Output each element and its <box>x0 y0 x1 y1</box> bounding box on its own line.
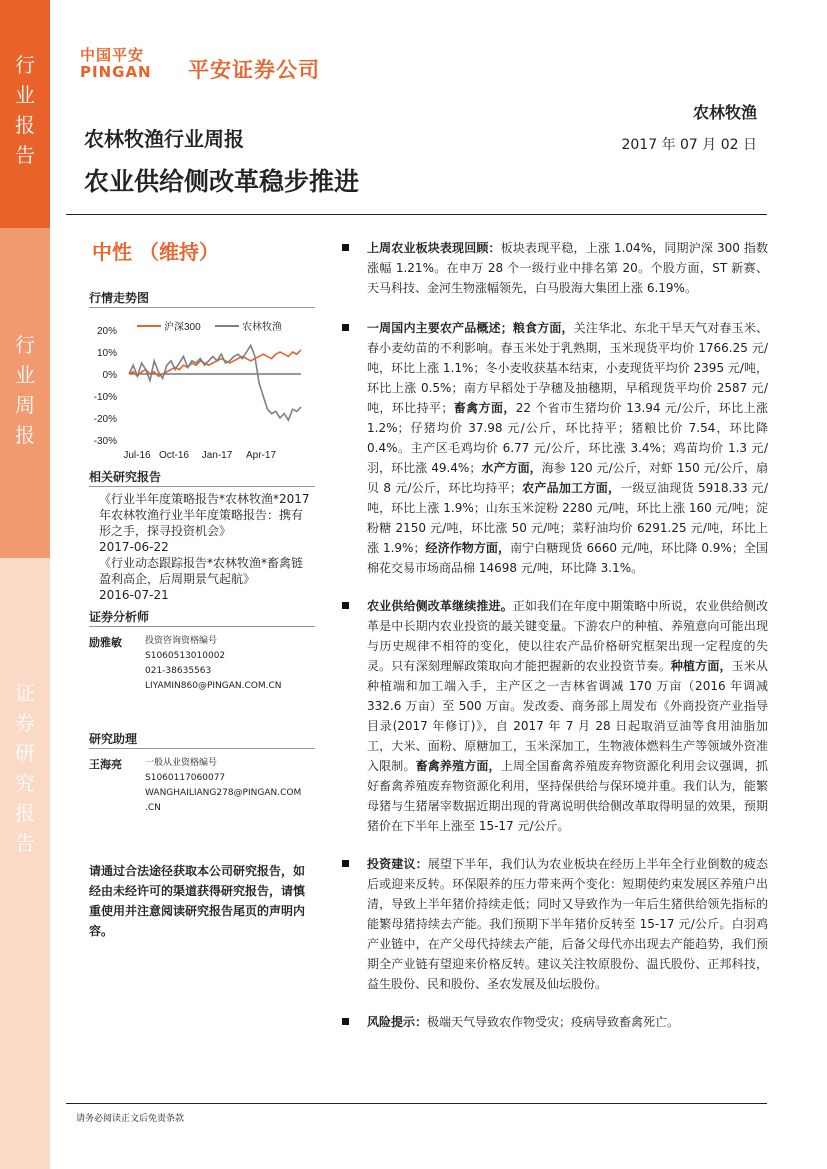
paragraph-keyword: 畜禽方面， <box>453 401 516 415</box>
analyst-info-line: 投资咨询资格编号 <box>145 636 218 646</box>
market-trend-chart <box>89 316 315 464</box>
company-name: 平安证券公司 <box>188 58 320 82</box>
x-tick-label: Jul-16 <box>123 450 151 461</box>
paragraph-keyword: 一周国内主要农产品概述；粮食方面， <box>367 321 574 335</box>
bullet-icon <box>342 244 349 251</box>
footer-note: 请务必阅读正文后免责条款 <box>76 1114 185 1124</box>
paragraph-keyword: 畜禽养殖方面， <box>415 759 501 773</box>
paragraph-keyword: 风险提示： <box>367 1015 428 1029</box>
related-report-title: 《行业动态跟踪报告*农林牧渔*畜禽链盈利高企，后周期景气起航》 <box>99 556 304 586</box>
assistant-email-cont[interactable]: .CN <box>145 803 161 813</box>
sidebar-segment-research: 证券研究报告 <box>0 558 50 1169</box>
y-tick-label: -30% <box>93 436 117 447</box>
paragraph-text: 展望下半年，我们认为农业板块在经历上半年全行业倒数的疲态后或迎来反转。环保限养的压力带来两个变化：短期使约束发展区养殖户出清，导致上半年猪价持续走低；同时又导致作为一年后生猪供给领先指标的能繁母猪持续去产能。我们预期下半年猪价反转至 15-17 元/公斤。白羽鸡产业链中，在产父母代持续去产能，后备父母代亦出现去产能趋势，我们预期全产业链有望迎来价格反转。建议关注牧原股份、温氏股份、正邦科技，益生股份、民和股份、圣农发展及仙坛股份。 <box>367 857 768 991</box>
bullet-icon <box>342 860 349 867</box>
bullet-icon <box>342 324 349 331</box>
y-tick-label: 0% <box>102 370 117 381</box>
paragraph-supply-reform <box>340 596 768 836</box>
sidebar <box>0 0 50 1169</box>
rating: 中性 （维持） <box>92 240 219 264</box>
analyst-info <box>145 634 320 694</box>
related-report-2 <box>99 555 311 603</box>
paragraph-text: 关注华北、东北干旱天气对春玉米、春小麦幼苗的不利影响。春玉米处于乳熟期，玉米现货平均价 1766.25 元/吨，环比上涨 1.1%；冬小麦收获基本结束，小麦现货平均价 2395 元/吨，环比上涨 0.5%；南方早稻处于孕穗及抽穗期，早稻现货平均价 2587 元/吨，环比持平； <box>367 321 768 415</box>
paragraph-keyword: 农业供给侧改革继续推进。 <box>367 599 513 613</box>
y-tick-label: -20% <box>93 414 117 425</box>
footer-divider <box>66 1103 767 1104</box>
paragraph-text: 22 个省市生猪均价 13.94 元/公斤，环比上涨 1.2%；仔猪均价 37.98 元/公斤，环比持平；猪粮比价 7.54，环比降 0.4%。主产区毛鸡均价 6.77 元/公斤，环比涨 3.4%；鸡苗均价 1.3 元/羽，环比涨 49.4%； <box>367 401 768 475</box>
report-title: 农业供给侧改革稳步推进 <box>84 167 360 196</box>
paragraph-text: 正如我们在年度中期策略中所说，农业供给侧改革是中长期内农业投资的最关键变量。下游农户的种植、养殖意向可能出现与历史规律不相符的变化，使以往农产品价格研究框架出现一定程度的失灵。只有深刻理解政策取向才能把握新的农业投资节奏。 <box>367 599 768 673</box>
paragraph-risk <box>340 1012 768 1032</box>
assistant-info-line: 一般从业资格编号 <box>145 758 218 768</box>
header-divider <box>66 214 767 215</box>
assistant-divider <box>89 748 315 749</box>
paragraph-text: 极端天气导致农作物受灾；疫病导致畜禽死亡。 <box>427 1015 680 1029</box>
analyst-license: S1060513010002 <box>145 651 226 661</box>
industry-label: 农林牧渔 <box>692 103 757 122</box>
related-divider <box>89 486 315 487</box>
assistant-info <box>145 756 320 816</box>
analyst-email[interactable]: LIYAMIN860@PINGAN.COM.CN <box>145 681 282 691</box>
legend-label: 沪深300 <box>164 322 201 333</box>
report-series: 农林牧渔行业周报 <box>84 127 244 151</box>
paragraph-market-review <box>340 238 768 298</box>
legend-label: 农林牧渔 <box>242 322 282 333</box>
y-tick-label: 20% <box>96 326 117 337</box>
paragraph-investment-advice <box>340 854 768 994</box>
y-tick-label: 10% <box>96 348 117 359</box>
pingan-logo <box>80 44 360 84</box>
analyst-heading: 证券分析师 <box>89 610 150 624</box>
report-date: 2017 年 07 月 02 日 <box>621 137 757 153</box>
paragraph-text: 海参 120 元/公斤，对虾 150 元/公斤，扇贝 8 元/公斤，环比均持平； <box>367 461 769 495</box>
paragraph-text: 一级豆油现货 5918.33 元/吨，环比上涨 1.9%；山东玉米淀粉 2280 元/吨，环比上涨 160 元/吨；淀粉糖 2150 元/吨，环比涨 50 元/吨；菜籽油均价 6291.25 元/吨，环比上涨 1.9%； <box>367 481 768 555</box>
related-report-date: 2016-07-21 <box>99 588 169 602</box>
paragraph-commodities <box>340 318 768 578</box>
related-report-title: 《行业半年度策略报告*农林牧渔*2017年农林牧渔行业半年度策略报告：携有形之手，探寻投资机会》 <box>99 492 310 538</box>
paragraph-keyword: 水产方面， <box>481 461 542 475</box>
assistant-license: S1060117060077 <box>145 773 226 783</box>
paragraph-keyword: 经济作物方面， <box>425 541 511 555</box>
series-line-1 <box>129 345 301 420</box>
disclaimer: 请通过合法途径获取本公司研究报告，如经由未经许可的渠道获得研究报告，请慎重使用并注意阅读研究报告尾页的声明内容。 <box>89 864 306 938</box>
assistant-name: 王海亮 <box>89 758 122 771</box>
paragraph-keyword: 上周农业板块表现回顾： <box>367 241 501 255</box>
assistant-email[interactable]: WANGHAILIANG278@PINGAN.COM <box>145 788 302 798</box>
bullet-icon <box>342 602 349 609</box>
analyst-phone: 021-38635563 <box>145 666 212 676</box>
paragraph-keyword: 投资建议： <box>367 857 428 871</box>
x-tick-label: Jan-17 <box>201 450 233 461</box>
paragraph-keyword: 农产品加工方面， <box>521 481 621 495</box>
x-tick-label: Apr-17 <box>245 450 277 461</box>
related-report-1 <box>99 491 311 555</box>
paragraph-text: 板块表现平稳，上涨 1.04%，同期沪深 300 指数涨幅 1.21%。在申万 28 个一级行业中排名第 20。个股方面，ST 新赛、天马科技、金河生物涨幅领先，白马股海大集团上涨 6.19%。 <box>367 241 768 295</box>
bullet-icon <box>342 1018 349 1025</box>
logo-en-text: PINGAN <box>80 63 152 81</box>
logo-cn-text: 中国平安 <box>80 46 145 64</box>
paragraph-text: 南宁白糖现货 6660 元/吨，环比降 0.9%；全国棉花交易市场商品棉 14698 元/吨，环比降 3.1%。 <box>367 541 768 575</box>
sidebar-segment-weekly: 行业周报 <box>0 228 50 558</box>
y-tick-label: -10% <box>93 392 117 403</box>
trend-heading: 行情走势图 <box>89 291 150 305</box>
related-heading: 相关研究报告 <box>89 470 162 484</box>
x-tick-label: Oct-16 <box>158 450 190 461</box>
main-content <box>340 238 768 1050</box>
related-report-date: 2017-06-22 <box>99 540 169 554</box>
paragraph-text: 玉米从种植端和加工端入手，主产区之一吉林省调减 170 万亩（2016 年调减 332.6 万亩）至 500 万亩。发改委、商务部上周发布《外商投资产业指导目录(2017 年修订)》，自 2017 年 7 月 28 日起取消豆油等食用油脂加工，大米、面粉、原糖加工，玉米深加工，生物液体燃料生产等领域外资准入限制。 <box>367 659 768 773</box>
paragraph-keyword: 种植方面， <box>670 659 732 673</box>
analyst-name: 励雅敏 <box>89 636 122 649</box>
paragraph-text: 上周全国畜禽养殖废弃物资源化利用会议强调，抓好畜禽养殖废弃物资源化利用，坚持保供给与保环境并重。我们认为，能繁母猪与生猪屠宰数据近期出现的背离说明供给侧改革取得明显的效果，预期猪价在下半年上涨至 15-17 元/公斤。 <box>367 759 768 833</box>
trend-divider <box>89 307 315 308</box>
assistant-heading: 研究助理 <box>89 732 138 746</box>
analyst-divider <box>89 626 315 627</box>
sidebar-segment-report-type: 行业报告 <box>0 0 50 228</box>
